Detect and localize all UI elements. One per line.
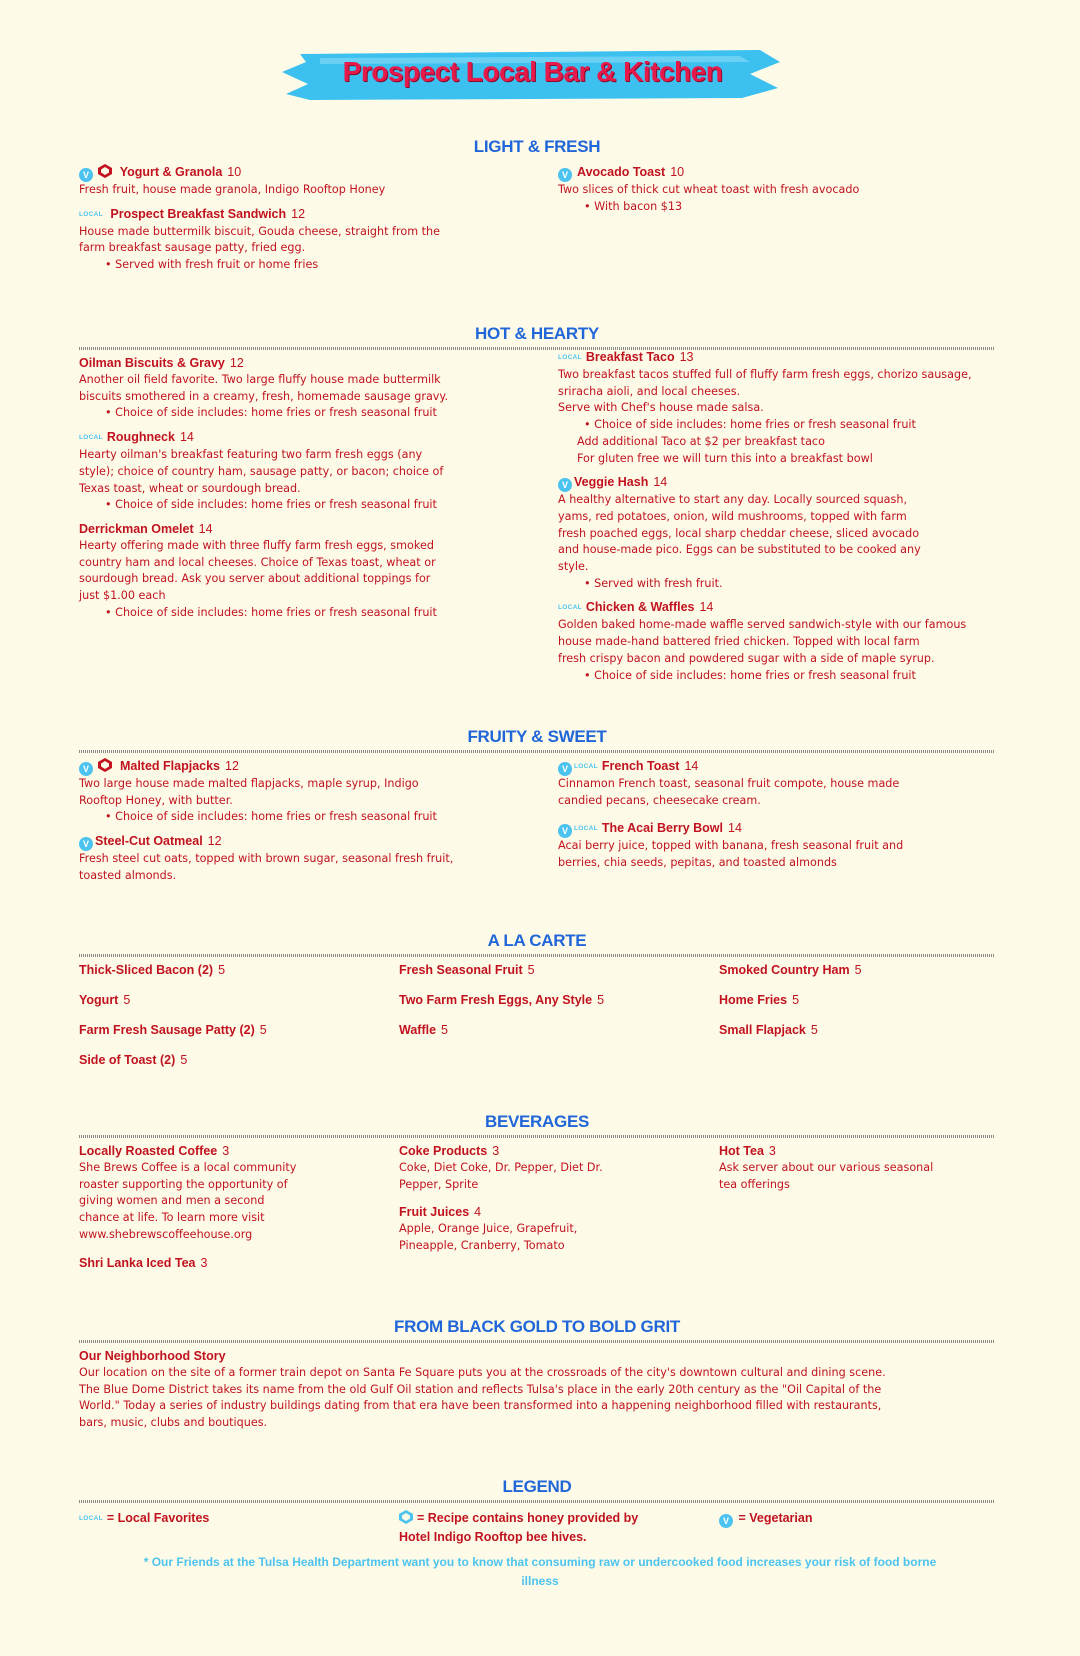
honey-icon — [399, 1510, 413, 1524]
item-price: 12 — [207, 834, 222, 849]
item-description: chance at life. To learn more visit — [79, 1211, 265, 1225]
light-fresh-left-column — [79, 163, 479, 280]
item-note: • Choice of side includes: home fries or fresh seasonal fruit — [105, 605, 437, 619]
beverages-column-1 — [79, 1142, 379, 1278]
item-description: www.shebrewscoffeehouse.org — [79, 1227, 253, 1241]
item-note: • Served with fresh fruit or home fries — [105, 258, 319, 272]
item-name: Malted Flapjacks — [119, 759, 221, 773]
item-description: Fresh steel cut oats, topped with brown sugar, seasonal fresh fruit, — [79, 852, 454, 866]
a-la-carte-item: Side of Toast (2) 5 — [79, 1053, 188, 1067]
section-story — [79, 1317, 995, 1432]
menu-item — [79, 757, 499, 826]
item-price: 14 — [198, 521, 213, 536]
health-warning: * Our Friends at the Tulsa Health Department want you to know that consuming raw or undercooked food increases your risk of food borne illness — [143, 1555, 937, 1588]
legend-vegetarian: V = Vegetarian — [719, 1509, 812, 1528]
vegetarian-icon: V — [79, 762, 93, 776]
menu-item — [399, 1203, 699, 1254]
local-favorite-icon: LOCAL — [79, 1515, 103, 1522]
item-description: Two breakfast tacos stuffed full of fluffy farm fresh eggs, chorizo sausage, — [558, 368, 972, 381]
menu-item — [79, 832, 499, 884]
vegetarian-icon: V — [558, 478, 572, 492]
item-name: Derrickman Omelet — [79, 521, 194, 536]
item-description: country ham and local cheeses. Choice of Texas toast, wheat or — [79, 555, 436, 569]
menu-item — [79, 163, 479, 199]
vegetarian-icon: V — [719, 1514, 733, 1528]
menu-item — [558, 473, 998, 592]
item-description: berries, chia seeds, pepitas, and toasted almonds — [558, 856, 837, 870]
story-text: World." Today a series of industry buildings dating from that era have been transformed into a happening neighborhood filled with restaurants, — [79, 1399, 882, 1413]
menu-item — [79, 520, 499, 622]
item-price: 10 — [670, 165, 685, 179]
section-beverages — [79, 1112, 995, 1292]
section-heading: LIGHT & FRESH — [473, 137, 601, 156]
section-heading: BEVERAGES — [484, 1112, 590, 1131]
light-fresh-right-column — [558, 163, 998, 221]
menu-item — [719, 1142, 999, 1193]
section-hot-hearty — [79, 324, 995, 714]
item-description: fresh poached eggs, local sharp cheddar cheese, sliced avocado — [558, 526, 920, 540]
item-name: Veggie Hash — [574, 475, 649, 490]
item-price: 3 — [200, 1255, 208, 1270]
item-description: candied pecans, cheesecake cream. — [558, 793, 761, 807]
item-note: For gluten free we will turn this into a breakfast bowl — [577, 451, 873, 465]
item-description: and house-made pico. Eggs can be substituted to be cooked any — [558, 543, 921, 557]
divider — [79, 1500, 995, 1503]
item-note: • Choice of side includes: home fries or fresh seasonal fruit — [584, 668, 916, 682]
title-banner — [280, 48, 785, 102]
vegetarian-icon: V — [558, 762, 572, 776]
menu-item — [79, 1254, 379, 1272]
menu-item — [558, 163, 998, 215]
item-price: 14 — [684, 759, 699, 773]
divider — [79, 1340, 995, 1343]
menu-item — [79, 205, 479, 274]
item-description: Acai berry juice, topped with banana, fresh seasonal fruit and — [558, 839, 904, 853]
item-description: toasted almonds. — [79, 868, 177, 882]
local-favorite-icon: LOCAL — [79, 210, 103, 218]
local-favorite-icon: LOCAL — [558, 354, 582, 361]
vegetarian-icon: V — [79, 168, 93, 182]
item-name: The Acai Berry Bowl — [601, 821, 723, 836]
menu-item — [558, 757, 998, 809]
item-description: Rooftop Honey, with butter. — [79, 793, 233, 807]
item-name: Roughneck — [106, 430, 175, 445]
item-description: She Brews Coffee is a local community — [79, 1161, 297, 1174]
item-note: Add additional Taco at $2 per breakfast taco — [577, 434, 825, 448]
item-description: sourdough bread. Ask you server about additional toppings for — [79, 572, 431, 586]
vegetarian-icon: V — [558, 168, 572, 182]
item-description: style. — [558, 560, 589, 574]
menu-item — [558, 598, 998, 684]
page-title: Prospect Local Bar & Kitchen — [342, 56, 723, 87]
item-description: Another oil field favorite. Two large fluffy house made buttermilk — [79, 373, 441, 386]
item-note: • Choice of side includes: home fries or fresh seasonal fruit — [584, 418, 916, 432]
item-name: Prospect Breakfast Sandwich — [110, 206, 287, 221]
beverages-column-2 — [399, 1142, 699, 1261]
section-heading: HOT & HEARTY — [475, 324, 599, 343]
legend-honey: = Recipe contains honey provided by Hotel Indigo Rooftop bee hives. — [399, 1511, 639, 1544]
item-price: 14 — [699, 600, 714, 615]
local-favorite-icon: LOCAL — [574, 825, 598, 833]
a-la-carte-item: Two Farm Fresh Eggs, Any Style 5 — [399, 993, 605, 1007]
item-description: just $1.00 each — [79, 589, 166, 603]
divider — [79, 1135, 995, 1138]
a-la-carte-item: Smoked Country Ham 5 — [719, 963, 862, 977]
a-la-carte-item: Farm Fresh Sausage Patty (2) 5 — [79, 1023, 267, 1037]
item-note: • Choice of side includes: home fries or fresh seasonal fruit — [105, 810, 437, 824]
item-description: House made buttermilk biscuit, Gouda cheese, straight from the — [79, 224, 441, 238]
a-la-carte-item: Thick-Sliced Bacon (2) 5 — [79, 963, 226, 977]
section-a-la-carte — [79, 931, 995, 1081]
item-name: Oilman Biscuits & Gravy — [79, 356, 225, 370]
legend-local: LOCAL = Local Favorites — [79, 1509, 209, 1528]
item-name: Breakfast Taco — [585, 350, 675, 364]
beverages-column-3 — [719, 1142, 999, 1199]
menu-item — [558, 819, 998, 871]
item-description: Golden baked home-made waffle served sandwich-style with our famous — [558, 618, 967, 632]
hot-hearty-left-column — [79, 354, 499, 627]
story-text: Our location on the site of a former train depot on Santa Fe Square puts you at the crossroads of the city's downtown cultural and dining scene. — [79, 1366, 886, 1379]
item-name: Steel-Cut Oatmeal — [95, 834, 203, 849]
item-description: Ask server about our various seasonal — [719, 1161, 934, 1174]
menu-item — [558, 348, 998, 467]
section-fruity-sweet — [79, 727, 995, 907]
fruity-sweet-left-column — [79, 757, 499, 891]
item-price: 3 — [492, 1144, 500, 1158]
item-price: 14 — [728, 821, 742, 836]
story-text: bars, music, clubs and boutiques. — [79, 1416, 268, 1430]
vegetarian-icon: V — [558, 824, 572, 838]
a-la-carte-column-3 — [719, 961, 999, 1051]
story-subheading: Our Neighborhood Story — [79, 1349, 226, 1363]
item-description: Coke, Diet Coke, Dr. Pepper, Diet Dr. — [399, 1161, 603, 1174]
item-price: 10 — [227, 165, 242, 179]
a-la-carte-item: Home Fries 5 — [719, 993, 800, 1007]
divider — [79, 954, 995, 957]
item-price: 12 — [291, 206, 306, 221]
item-description: Pepper, Sprite — [399, 1177, 479, 1191]
item-description: style); choice of country ham, sausage patty, or bacon; choice of — [79, 464, 444, 478]
section-heading: A LA CARTE — [487, 931, 587, 950]
story-text: The Blue Dome District takes its name from the old Gulf Oil station and reflects Tulsa's place in the early 20th century as the "Oil Capital of the — [79, 1382, 882, 1396]
item-description: fresh crispy bacon and powdered sugar with a side of maple syrup. — [558, 651, 935, 665]
item-description: giving women and men a second — [79, 1194, 265, 1208]
item-description: house made-hand battered fried chicken. Topped with local farm — [558, 635, 920, 649]
divider — [79, 750, 995, 753]
item-price: 13 — [679, 350, 694, 364]
item-description: Apple, Orange Juice, Grapefruit, — [399, 1222, 578, 1236]
item-description: Cinnamon French toast, seasonal fruit compote, house made — [558, 777, 900, 790]
item-description: yams, red potatoes, onion, wild mushrooms, topped with farm — [558, 509, 907, 523]
item-description: farm breakfast sausage patty, fried egg. — [79, 241, 306, 255]
item-name: Fruit Juices — [399, 1205, 470, 1220]
section-heading: FROM BLACK GOLD TO BOLD GRIT — [394, 1317, 680, 1336]
menu-item — [79, 354, 499, 422]
a-la-carte-item: Small Flapjack 5 — [719, 1023, 818, 1037]
item-name: Yogurt & Granola — [119, 165, 223, 179]
a-la-carte-item: Yogurt 5 — [79, 993, 131, 1007]
item-description: sriracha aioli, and local cheeses. — [558, 384, 741, 398]
item-description: roaster supporting the opportunity of — [79, 1177, 288, 1191]
hot-hearty-right-column — [558, 348, 998, 690]
item-description: Two slices of thick cut wheat toast with fresh avocado — [558, 183, 860, 196]
item-price: 3 — [768, 1144, 776, 1158]
a-la-carte-item: Waffle 5 — [399, 1023, 448, 1037]
item-description: Serve with Chef's house made salsa. — [558, 401, 764, 415]
local-favorite-icon: LOCAL — [558, 604, 582, 612]
item-price: 14 — [653, 475, 668, 490]
fruity-sweet-right-column — [558, 757, 998, 878]
item-price: 4 — [474, 1205, 482, 1220]
local-favorite-icon: LOCAL — [574, 763, 598, 770]
item-description: Texas toast, wheat or sourdough bread. — [79, 481, 301, 495]
menu-item — [79, 1142, 379, 1244]
item-description: Pineapple, Cranberry, Tomato — [399, 1239, 565, 1253]
item-note: • With bacon $13 — [584, 199, 683, 213]
honey-icon — [98, 758, 112, 772]
honey-icon — [98, 164, 112, 178]
item-name: Shri Lanka Iced Tea — [79, 1255, 196, 1270]
item-note: • Served with fresh fruit. — [584, 576, 723, 590]
item-description: tea offerings — [719, 1177, 790, 1191]
item-name: Hot Tea — [719, 1144, 764, 1158]
vegetarian-icon: V — [79, 837, 93, 851]
item-name: Locally Roasted Coffee — [79, 1144, 218, 1158]
item-description: Fresh fruit, house made granola, Indigo Rooftop Honey — [79, 183, 386, 196]
section-heading: LEGEND — [502, 1477, 572, 1496]
item-description: Hearty offering made with three fluffy farm fresh eggs, smoked — [79, 538, 434, 552]
item-description: Two large house made malted flapjacks, maple syrup, Indigo — [79, 777, 419, 790]
item-price: 14 — [179, 430, 194, 445]
item-note: • Choice of side includes: home fries or fresh seasonal fruit — [105, 406, 437, 420]
a-la-carte-item: Fresh Seasonal Fruit 5 — [399, 963, 535, 977]
item-price: 3 — [222, 1144, 230, 1158]
section-legend — [79, 1477, 995, 1553]
item-price: 12 — [229, 356, 244, 370]
section-light-fresh — [79, 137, 995, 303]
a-la-carte-column-2 — [399, 961, 699, 1051]
menu-item — [399, 1142, 699, 1193]
menu-item — [79, 428, 499, 514]
item-note: • Choice of side includes: home fries or fresh seasonal fruit — [105, 498, 437, 512]
item-price: 12 — [225, 759, 239, 773]
item-name: French Toast — [601, 759, 680, 773]
section-heading: FRUITY & SWEET — [467, 727, 607, 746]
item-description: A healthy alternative to start any day. Locally sourced squash, — [558, 493, 907, 507]
item-name: Coke Products — [399, 1144, 488, 1158]
item-name: Chicken & Waffles — [585, 600, 695, 615]
item-description: Hearty oilman's breakfast featuring two farm fresh eggs (any — [79, 448, 423, 462]
a-la-carte-column-1 — [79, 961, 379, 1081]
item-name: Avocado Toast — [577, 165, 666, 179]
item-description: biscuits smothered in a creamy, fresh, homemade sausage gravy. — [79, 389, 448, 403]
local-favorite-icon: LOCAL — [79, 434, 103, 442]
